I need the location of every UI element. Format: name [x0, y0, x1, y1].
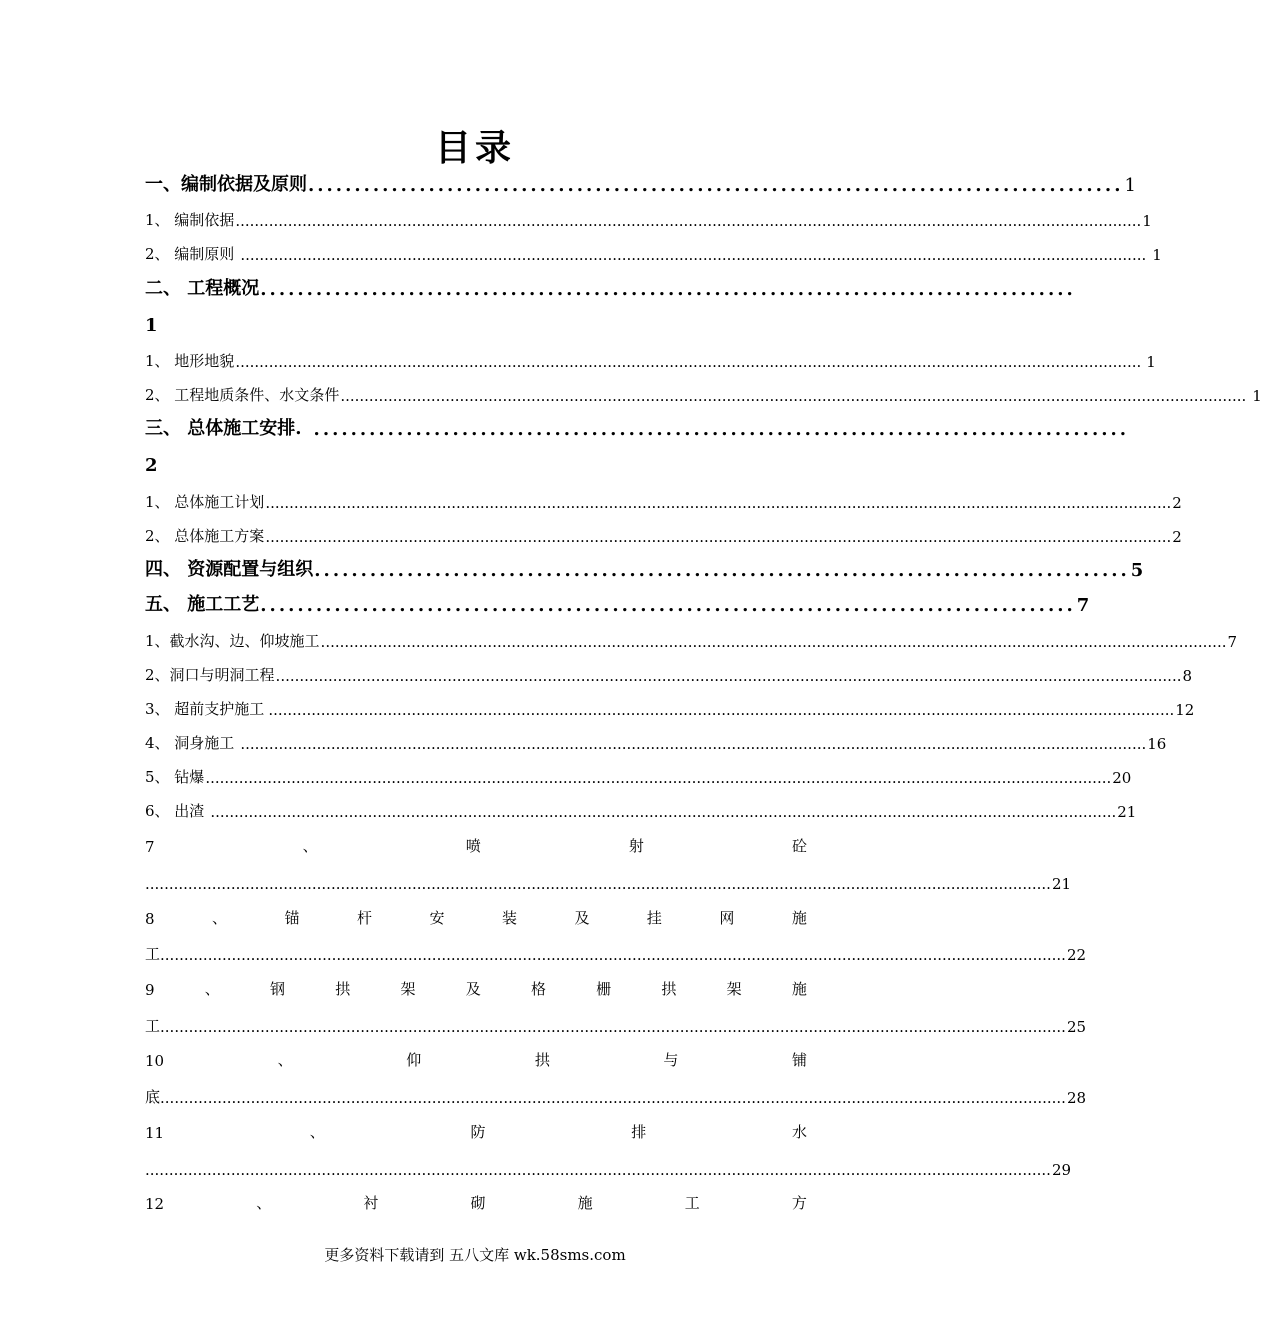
- toc-label: 四、 资源配置与组织: [145, 559, 314, 580]
- toc-char: 锚: [284, 909, 300, 927]
- toc-section-2[interactable]: [145, 276, 1076, 300]
- toc-label: 4、 洞身施工: [145, 734, 235, 752]
- toc-leader: ..............................................................................................................................................................................................: [275, 667, 1182, 685]
- toc-label: 2、洞口与明洞工程: [145, 666, 275, 684]
- toc-char: 挂: [646, 909, 662, 927]
- toc-char: 砌: [470, 1194, 486, 1212]
- toc-entry-continuation[interactable]: [145, 1083, 1087, 1107]
- toc-char: 射: [628, 837, 644, 855]
- toc-label: 一、编制依据及原则: [145, 174, 307, 195]
- toc-label: 二、 工程概况: [145, 278, 260, 299]
- toc-char: 仰: [406, 1051, 422, 1069]
- toc-leader: ........................................................................................: [313, 419, 1130, 440]
- toc-char: 钢: [270, 980, 286, 998]
- toc-char: 拱: [661, 980, 677, 998]
- toc-char: 拱: [534, 1051, 550, 1069]
- toc-leader: ..............................................................................................................................................................................................: [160, 946, 1066, 964]
- toc-char: 7: [145, 838, 155, 856]
- toc-char: 格: [530, 980, 546, 998]
- toc-entry[interactable]: [145, 797, 1137, 821]
- toc-leader: ..............................................................................................................................................................................................: [205, 769, 1112, 787]
- toc-section-4[interactable]: [145, 557, 1144, 581]
- toc-label: 底: [145, 1088, 161, 1106]
- toc-spread-entry[interactable]: [145, 975, 807, 999]
- toc-spread-entry[interactable]: [145, 1118, 807, 1142]
- toc-char: 架: [400, 980, 416, 998]
- toc-page-number: 20: [1112, 769, 1132, 787]
- toc-label: 1、截水沟、边、仰坡施工: [145, 632, 320, 650]
- toc-label: 1、 总体施工计划: [145, 493, 265, 511]
- toc-page-number: 12: [1175, 701, 1195, 719]
- toc-section-5[interactable]: [145, 592, 1090, 616]
- toc-page-number: 28: [1066, 1089, 1087, 1107]
- toc-char: 10: [145, 1052, 165, 1070]
- toc-spread-entry[interactable]: [145, 832, 807, 856]
- toc-leader: ..............................................................................................................................................................................................: [145, 875, 1051, 893]
- toc-label: 2、 编制原则: [145, 245, 235, 263]
- toc-entry-continuation[interactable]: [145, 1155, 1072, 1179]
- toc-label: 1、 地形地貌: [145, 352, 235, 370]
- toc-page-wrap: [145, 452, 807, 476]
- toc-char: 拱: [335, 980, 351, 998]
- toc-page-number: 21: [1117, 803, 1137, 821]
- toc-label: 3、 超前支护施工: [145, 700, 265, 718]
- page-footer: 更多资料下载请到 五八文库 wk.58sms.com: [324, 1246, 626, 1264]
- toc-leader: ........................................................................................: [260, 279, 1076, 300]
- toc-page-number: 7: [1227, 633, 1238, 651]
- toc-spread-entry[interactable]: [145, 904, 807, 928]
- toc-page-number: 22: [1066, 946, 1087, 964]
- toc-entry-continuation[interactable]: [145, 940, 1087, 964]
- toc-char: 11: [145, 1124, 165, 1142]
- toc-char: 方: [791, 1194, 807, 1212]
- toc-leader: ..............................................................................................................................................................................................: [160, 1018, 1066, 1036]
- toc-leader: ..............................................................................................................................................................................................: [210, 803, 1117, 821]
- toc-char: 12: [145, 1195, 165, 1213]
- toc-page-number: 1: [1252, 387, 1262, 405]
- toc-char: 杆: [356, 909, 372, 927]
- toc-leader: ..............................................................................................................................................................................................: [160, 1089, 1066, 1107]
- toc-entry[interactable]: [145, 695, 1195, 719]
- toc-page-wrap: [145, 312, 807, 336]
- toc-char: 、: [204, 980, 220, 998]
- toc-char: 网: [719, 909, 735, 927]
- toc-entry[interactable]: [145, 729, 1167, 753]
- toc-label: 工: [145, 1017, 161, 1035]
- toc-char: 施: [577, 1194, 593, 1212]
- page-title: 目录: [434, 127, 515, 169]
- toc-entry[interactable]: [145, 763, 1132, 787]
- toc-page-number: 2: [1172, 494, 1182, 512]
- toc-label: 1、 编制依据: [145, 211, 235, 229]
- toc-leader: ..............................................................................................................................................................................................: [240, 246, 1147, 264]
- toc-char: 、: [212, 909, 228, 927]
- toc-leader: ..............................................................................................................................................................................................: [235, 212, 1142, 230]
- toc-char: 、: [277, 1051, 293, 1069]
- toc-entry-continuation[interactable]: [145, 1012, 1087, 1036]
- toc-leader: ........................................................................................: [260, 595, 1076, 616]
- toc-entry[interactable]: [145, 206, 1152, 230]
- toc-spread-entry[interactable]: [145, 1189, 807, 1213]
- toc-char: 工: [684, 1194, 700, 1212]
- toc-entry-continuation[interactable]: [145, 869, 1072, 893]
- toc-char: 安: [429, 909, 445, 927]
- toc-char: 架: [726, 980, 742, 998]
- toc-leader: ..............................................................................................................................................................................................: [265, 528, 1172, 546]
- toc-entry[interactable]: [145, 661, 1193, 685]
- toc-label: 5、 钻爆: [145, 768, 205, 786]
- toc-label: 工: [145, 945, 161, 963]
- toc-leader: ........................................................................................: [308, 175, 1124, 196]
- toc-leader: ..............................................................................................................................................................................................: [235, 353, 1142, 371]
- toc-page-number: 25: [1066, 1018, 1087, 1036]
- toc-section-1[interactable]: [145, 172, 1136, 196]
- toc-leader: ..............................................................................................................................................................................................: [340, 387, 1247, 405]
- toc-char: 栅: [596, 980, 612, 998]
- toc-char: 9: [145, 981, 155, 999]
- toc-char: 衬: [363, 1194, 379, 1212]
- toc-char: 排: [631, 1123, 647, 1141]
- toc-entry[interactable]: [145, 347, 1156, 371]
- toc-page-number: 1: [145, 315, 158, 336]
- toc-char: 施: [791, 909, 807, 927]
- toc-page-number: 29: [1051, 1161, 1072, 1179]
- toc-label: 6、 出渣: [145, 802, 205, 820]
- toc-char: 防: [470, 1123, 486, 1141]
- toc-page-number: 5: [1130, 560, 1144, 581]
- toc-leader: ..............................................................................................................................................................................................: [268, 701, 1175, 719]
- toc-char: 水: [791, 1123, 807, 1141]
- toc-char: 及: [465, 980, 481, 998]
- toc-entry[interactable]: [145, 381, 1262, 405]
- toc-leader: ..............................................................................................................................................................................................: [240, 735, 1147, 753]
- toc-page-number: 7: [1076, 595, 1090, 616]
- toc-leader: ........................................................................................: [314, 560, 1130, 581]
- toc-char: 施: [791, 980, 807, 998]
- toc-char: 及: [574, 909, 590, 927]
- toc-page-number: 1: [1152, 246, 1162, 264]
- toc-page-number: 8: [1182, 667, 1193, 685]
- toc-char: 装: [501, 909, 517, 927]
- toc-char: 喷: [465, 837, 481, 855]
- toc-spread-entry[interactable]: [145, 1046, 807, 1070]
- toc-char: 8: [145, 910, 155, 928]
- toc-page-number: 21: [1051, 875, 1072, 893]
- toc-char: 砼: [791, 837, 807, 855]
- toc-char: 、: [309, 1123, 325, 1141]
- toc-label: 三、 总体施工安排.: [145, 418, 302, 439]
- toc-char: 与: [663, 1051, 679, 1069]
- toc-page-number: 1: [1124, 175, 1136, 196]
- toc-page-number: 2: [145, 455, 158, 476]
- toc-label: 2、 总体施工方案: [145, 527, 265, 545]
- toc-leader: ..............................................................................................................................................................................................: [145, 1161, 1051, 1179]
- toc-label: 2、 工程地质条件、水文条件: [145, 386, 340, 404]
- toc-entry[interactable]: [145, 522, 1182, 546]
- toc-entry[interactable]: [145, 240, 1162, 264]
- toc-char: 、: [302, 837, 318, 855]
- toc-entry[interactable]: [145, 488, 1182, 512]
- toc-page-number: 2: [1172, 528, 1182, 546]
- toc-section-3[interactable]: [145, 416, 1130, 440]
- toc-entry[interactable]: [145, 627, 1238, 651]
- toc-page-number: 16: [1147, 735, 1167, 753]
- toc-leader: ..............................................................................................................................................................................................: [265, 494, 1172, 512]
- toc-page-number: 1: [1146, 353, 1156, 371]
- toc-char: 铺: [791, 1051, 807, 1069]
- toc-page-number: 1: [1142, 212, 1152, 230]
- toc-label: 五、 施工工艺: [145, 594, 260, 615]
- toc-char: 、: [256, 1194, 272, 1212]
- toc-leader: ..............................................................................................................................................................................................: [320, 633, 1227, 651]
